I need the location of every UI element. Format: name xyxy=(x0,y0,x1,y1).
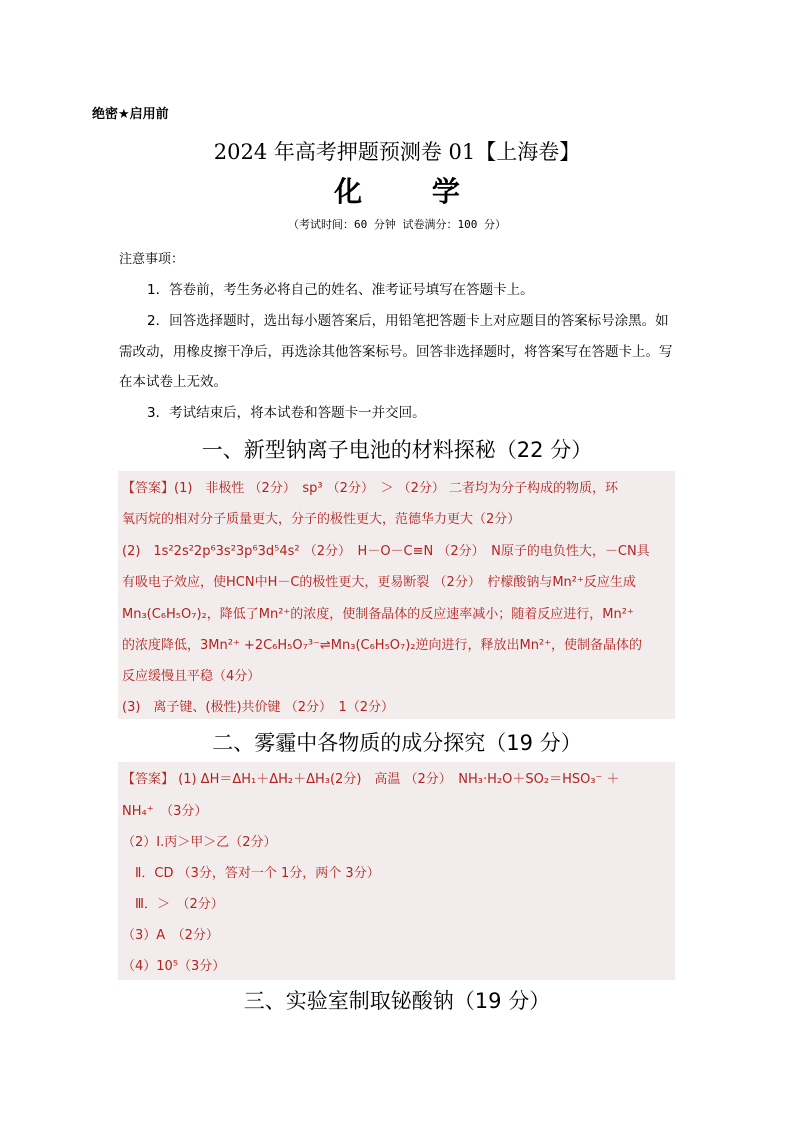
answer-line: （4）10⁵（3分） xyxy=(122,959,226,974)
answer-line: 【答案】(1) 非极性 （2分） sp³ （2分） ＞ （2分） 二者均为分子构成的物质，环 xyxy=(122,481,618,496)
exam-info: （考试时间：60 分钟 试卷满分：100 分） xyxy=(288,218,506,231)
section-title-1: 一、新型钠离子电池的材料探秘（22 分） xyxy=(201,438,593,462)
answer-line: (2) 1s²2s²2p⁶3s²3p⁶3d⁵4s² （2分） H－O－C≡N （2分） N原子的电负性大，－CN具 xyxy=(122,544,650,559)
section-title-3: 三、实验室制取铋酸钠（19 分） xyxy=(243,989,551,1013)
notes-heading: 注意事项： xyxy=(119,252,185,267)
answer-box-2 xyxy=(118,762,675,980)
note-item-1: 1．答卷前，考生务必将自己的姓名、准考证号填写在答题卡上。 xyxy=(147,282,534,298)
subject-title: 化 学 xyxy=(334,175,490,208)
answer-line: 反应缓慢且平稳（4分） xyxy=(122,669,261,684)
answer-line: Ⅱ．CD （3分，答对一个 1分，两个 3分） xyxy=(122,866,380,881)
answer-line: Ⅲ．＞ （2分） xyxy=(122,897,224,912)
note-item-3: 3．考试结束后，将本试卷和答题卡一并交回。 xyxy=(147,405,426,421)
answer-line: Mn₃(C₆H₅O₇)₂，降低了Mn²⁺的浓度，使制备晶体的反应速率减小；随着反应进行，Mn²⁺ xyxy=(122,607,634,622)
section-title-2: 二、雾霾中各物质的成分探究（19 分） xyxy=(212,731,582,755)
answer-line: NH₄⁺ （3分） xyxy=(122,804,208,819)
secret-label: 绝密★启用前 xyxy=(92,107,169,122)
answer-line: 【答案】 (1) ΔH＝ΔH₁＋ΔH₂＋ΔH₃(2分) 高温 （2分） NH₃·H₂O＋SO₂＝HSO₃⁻ ＋ xyxy=(122,772,620,787)
answer-box-1 xyxy=(118,471,675,719)
exam-title: 2024 年高考押题预测卷 01【上海卷】 xyxy=(213,140,581,164)
answer-line: 氧丙烷的相对分子质量更大，分子的极性更大，范德华力更大（2分） xyxy=(122,512,521,527)
answer-line: 的浓度降低，3Mn²⁺ +2C₆H₅O₇³⁻⇌Mn₃(C₆H₅O₇)₂逆向进行，释放出Mn²⁺，使制备晶体的 xyxy=(122,638,643,653)
answer-line: (3) 离子键、(极性)共价键 （2分） 1（2分） xyxy=(122,700,395,715)
note-item-2: 2．回答选择题时，选出每小题答案后，用铅笔把答题卡上对应题目的答案标号涂黑。如需改动，用橡皮擦干净后，再选涂其他答案标号。回答非选择题时，将答案写在答题卡上。写在本试卷上无效。 xyxy=(119,313,673,390)
answer-line: （2）Ⅰ.丙＞甲＞乙（2分） xyxy=(122,835,277,850)
answer-line: （3）A （2分） xyxy=(122,928,219,943)
answer-line: 有吸电子效应，使HCN中H－C的极性更大，更易断裂 （2分） 柠檬酸钠与Mn²⁺反应生成 xyxy=(122,575,636,590)
